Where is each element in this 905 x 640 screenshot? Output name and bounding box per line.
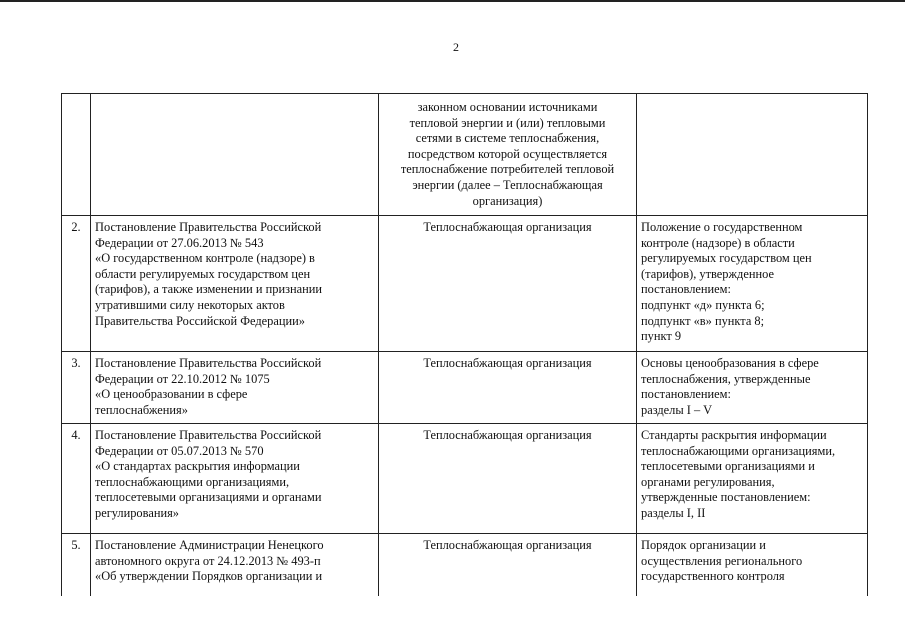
cell-legal-act: Постановление Правительства Российской Федерации от 05.07.2013 № 570 «О стандартах раскрытия информации теплоснабжающими организациями, теплосетевыми организациями и органами регулирования» [91,424,379,534]
cell-number: 2. [62,216,91,352]
regulatory-acts-table [61,93,868,596]
cell-subject: Теплоснабжающая организация [379,352,637,424]
cell-provisions [637,94,868,216]
cell-legal-act: Постановление Администрации Ненецкого автономного округа от 24.12.2013 № 493-п «Об утверждении Порядков организации и [91,534,379,596]
cell-number [62,94,91,216]
cell-legal-act: Постановление Правительства Российской Федерации от 22.10.2012 № 1075 «О ценообразовании в сфере теплоснабжения» [91,352,379,424]
cell-subject: законном основании источниками тепловой энергии и (или) тепловыми сетями в системе теплоснабжения, посредством которой осуществляется теплоснабжение потребителей тепловой энергии (далее – Теплоснабжающая организация) [379,94,637,216]
cell-legal-act: Постановление Правительства Российской Федерации от 27.06.2013 № 543 «О государственном контроле (надзоре) в области регулируемых государством цен (тарифов), а также изменении и признании утратившими силу некоторых актов Правительства Российской Федерации» [91,216,379,352]
cell-subject: Теплоснабжающая организация [379,534,637,596]
cell-subject: Теплоснабжающая организация [379,216,637,352]
cell-provisions: Порядок организации и осуществления регионального государственного контроля [637,534,868,596]
table-row [62,534,868,596]
top-border-line [0,0,905,2]
cell-provisions: Стандарты раскрытия информации теплоснабжающими организациями, теплосетевыми организациями и органами регулирования, утвержденные постановлением: разделы I, II [637,424,868,534]
cell-number: 3. [62,352,91,424]
cell-subject: Теплоснабжающая организация [379,424,637,534]
cell-provisions: Положение о государственном контроле (надзоре) в области регулируемых государством цен (тарифов), утвержденное постановлением: подпункт «д» пункта 6; подпункт «в» пункта 8; пункт 9 [637,216,868,352]
cell-legal-act [91,94,379,216]
cell-number: 5. [62,534,91,596]
cell-number: 4. [62,424,91,534]
table-row [62,352,868,424]
page-number: 2 [453,40,459,54]
table-row-continuation [62,94,868,216]
cell-provisions: Основы ценообразования в сфере теплоснабжения, утвержденные постановлением: разделы I – V [637,352,868,424]
table-row [62,216,868,352]
table-row [62,424,868,534]
